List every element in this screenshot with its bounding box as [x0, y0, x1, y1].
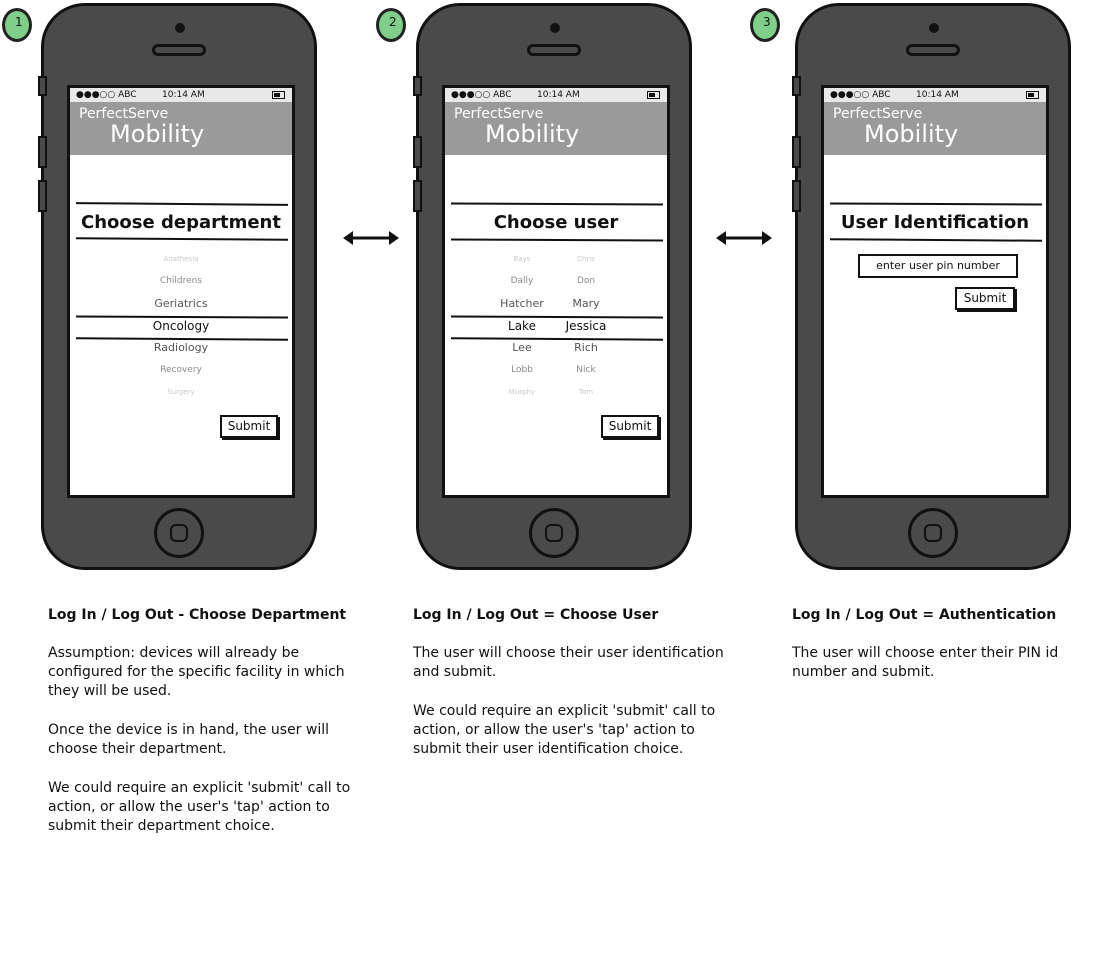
note-title-3: Log In / Log Out = Authentication: [792, 607, 1057, 623]
double-headed-arrow-icon: [343, 229, 399, 247]
step-badge-1: 1: [2, 8, 32, 42]
app-header: [70, 102, 292, 155]
camera-icon: [175, 23, 185, 33]
phone-frame-3: [795, 3, 1071, 570]
brand-name: PerfectServe: [833, 106, 923, 122]
camera-icon: [929, 23, 939, 33]
first-name-option[interactable]: Chris: [577, 255, 595, 263]
heading-rule-top: [76, 202, 288, 206]
pin-input[interactable]: enter user pin number: [858, 254, 1018, 278]
brand-name: PerfectServe: [79, 106, 169, 122]
carrier-signal: ●●●○○ ABC: [76, 90, 137, 100]
phone-screen-1: [67, 85, 295, 498]
heading-rule-top: [830, 202, 1042, 205]
picker-option[interactable]: Recovery: [160, 365, 202, 375]
product-name: Mobility: [864, 120, 959, 148]
picker-option[interactable]: Surgery: [167, 388, 195, 396]
last-name-option[interactable]: Bays: [513, 255, 531, 263]
heading-rule-bottom: [451, 238, 663, 241]
page-title: User Identification: [840, 212, 1030, 233]
battery-icon: [1026, 91, 1039, 99]
note-paragraph: We could require an explicit 'submit' call to action, or allow the user's 'tap' action to submit their user identification choice.: [413, 703, 716, 757]
mute-switch: [413, 76, 422, 96]
status-time: 10:14 AM: [916, 90, 959, 100]
battery-icon: [647, 91, 660, 99]
double-headed-arrow-icon: [716, 229, 772, 247]
note-title-1: Log In / Log Out - Choose Department: [48, 607, 347, 623]
note-paragraph: Assumption: devices will already be configured for the specific facility in which they will be used.: [48, 645, 345, 699]
mute-switch: [38, 76, 47, 96]
last-name-option[interactable]: Lee: [512, 341, 532, 354]
note-paragraph: The user will choose enter their PIN id number and submit.: [792, 645, 1059, 680]
status-time: 10:14 AM: [162, 90, 205, 100]
last-name-option[interactable]: Lobb: [511, 365, 533, 375]
first-name-option[interactable]: Nick: [576, 365, 596, 375]
heading-rule-top: [451, 202, 663, 205]
battery-icon: [272, 91, 285, 99]
step-badge-3: 3: [750, 8, 780, 42]
heading-rule-bottom: [830, 238, 1042, 241]
speaker-grille: [152, 44, 206, 56]
brand-name: PerfectServe: [454, 106, 544, 122]
volume-up-button: [38, 136, 47, 168]
first-name-option[interactable]: Don: [576, 276, 596, 286]
picker-option[interactable]: Radiology: [153, 341, 209, 354]
first-name-option-selected[interactable]: Jessica: [565, 319, 607, 333]
step-badge-2: 2: [376, 8, 406, 42]
submit-button[interactable]: Submit: [955, 287, 1015, 310]
speaker-grille: [906, 44, 960, 56]
last-name-option-selected[interactable]: Lake: [508, 319, 536, 333]
first-name-option[interactable]: Tom: [578, 388, 594, 396]
first-name-option[interactable]: Mary: [572, 297, 600, 310]
mute-switch: [792, 76, 801, 96]
status-time: 10:14 AM: [537, 90, 580, 100]
heading-rule-bottom: [76, 237, 288, 240]
app-header: [445, 102, 667, 155]
last-name-option[interactable]: Dally: [510, 276, 534, 286]
first-name-option[interactable]: Rich: [574, 341, 598, 354]
volume-down-button: [792, 180, 801, 212]
submit-button[interactable]: Submit: [220, 415, 278, 438]
phone-screen-2: [442, 85, 670, 498]
note-paragraph: We could require an explicit 'submit' call to action, or allow the user's 'tap' action to submit their department choice.: [48, 780, 351, 834]
phone-frame-1: [41, 3, 317, 570]
phone-screen-3: [821, 85, 1049, 498]
status-bar: [824, 88, 1046, 102]
volume-up-button: [413, 136, 422, 168]
product-name: Mobility: [110, 120, 205, 148]
home-button-icon[interactable]: [154, 508, 204, 558]
home-button-icon[interactable]: [529, 508, 579, 558]
last-name-option[interactable]: Murphy: [508, 388, 536, 396]
status-bar: [70, 88, 292, 102]
note-paragraph: The user will choose their user identification and submit.: [413, 645, 724, 680]
carrier-signal: ●●●○○ ABC: [830, 90, 891, 100]
picker-option[interactable]: Anathesia: [163, 255, 199, 263]
picker-option[interactable]: Childrens: [159, 276, 203, 286]
note-title-2: Log In / Log Out = Choose User: [413, 607, 659, 623]
status-bar: [445, 88, 667, 102]
picker-option[interactable]: Geriatrics: [154, 297, 208, 310]
note-paragraph: Once the device is in hand, the user will choose their department.: [48, 722, 330, 757]
volume-up-button: [792, 136, 801, 168]
volume-down-button: [413, 180, 422, 212]
volume-down-button: [38, 180, 47, 212]
home-button-icon[interactable]: [908, 508, 958, 558]
camera-icon: [550, 23, 560, 33]
page-title: Choose department: [81, 212, 281, 233]
app-header: [824, 102, 1046, 155]
product-name: Mobility: [485, 120, 580, 148]
carrier-signal: ●●●○○ ABC: [451, 90, 512, 100]
submit-button[interactable]: Submit: [601, 415, 659, 438]
picker-option-selected[interactable]: Oncology: [152, 319, 210, 333]
phone-frame-2: [416, 3, 692, 570]
last-name-option[interactable]: Hatcher: [500, 297, 544, 310]
page-title: Choose user: [493, 212, 619, 233]
speaker-grille: [527, 44, 581, 56]
